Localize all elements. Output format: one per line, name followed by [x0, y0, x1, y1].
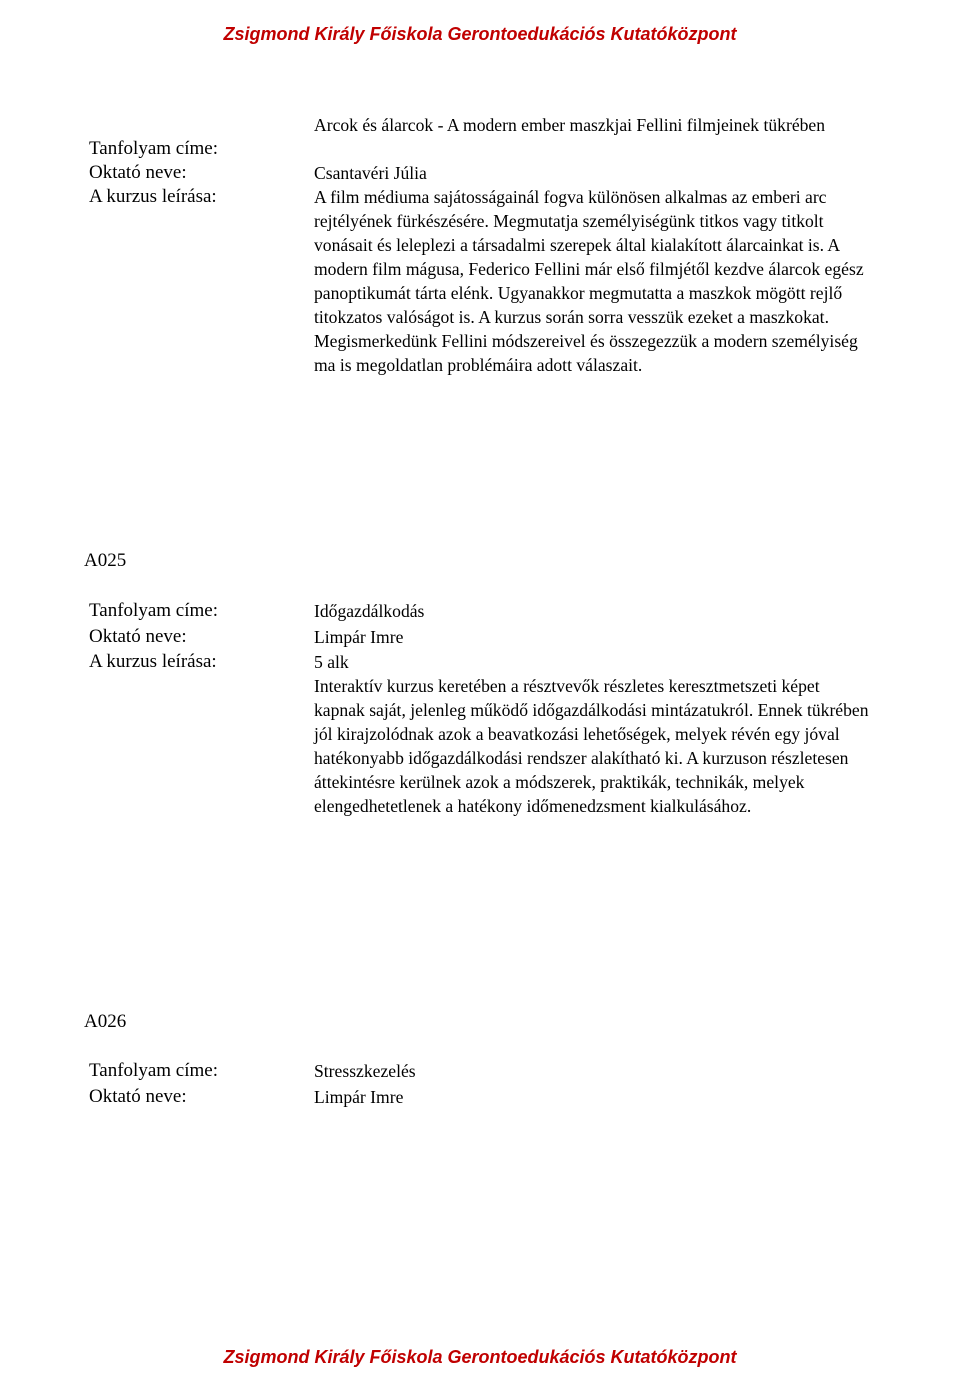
course-hours: 5 alk: [314, 652, 349, 672]
course-title-label: Tanfolyam címe:: [89, 600, 218, 621]
course-description: A film médiuma sajátosságainál fogva különösen alkalmas az emberi arc rejtélyének fürkészésére. Megmutatja személyiségünk titkos vagy titkolt vonásait és leleplezi a társadalmi szerepek által kialakított álarcainkat is. A modern film mágusa, Federico Fellini már első filmjétől kezdve álarcok egész panoptikumát tárta elénk. Ugyanakkor megmutatta a maszkok mögött rejlő titokzatos valóságot is. A kurzus során sorra vesszük ezeket a maszkokat. Megismerkedünk Fellini módszereivel és összegezzük a modern személyiség ma is megoldatlan problémáira adott válaszait.: [314, 187, 864, 375]
instructor-name: Limpár Imre: [314, 1087, 404, 1107]
course-description: Interaktív kurzus keretében a résztvevők részletes keresztmetszeti képet kapnak saját, jelenleg működő időgazdálkodási mintázatukról. Ennek tükrében jól kirajzolódnak azok a beavatkozási lehetőségek, melyek révén egy jóval hatékonyabb időgazdálkodási rendszer alakítható ki. A kurzuson részletesen áttekintésre kerülnek azok a módszerek, praktikák, technikák, melyek elengedhetetlenek a hatékony időmenedzsment kialkulásához.: [314, 676, 869, 816]
course-title: Stresszkezelés: [314, 1061, 416, 1081]
course-title: Időgazdálkodás: [314, 601, 425, 621]
course-title-label: Tanfolyam címe:: [89, 138, 218, 159]
description-label: A kurzus leírása:: [89, 651, 217, 672]
course-code: A025: [84, 550, 127, 571]
instructor-label: Oktató neve:: [89, 162, 187, 183]
instructor-label: Oktató neve:: [89, 1086, 187, 1107]
course-code: A026: [84, 1011, 127, 1032]
page-footer: Zsigmond Király Főiskola Gerontoedukációs Kutatóközpont: [223, 1347, 737, 1367]
instructor-label: Oktató neve:: [89, 626, 187, 647]
instructor-name: Limpár Imre: [314, 627, 404, 647]
description-label: A kurzus leírása:: [89, 186, 217, 207]
instructor-name: Csantavéri Júlia: [314, 163, 427, 183]
course-title-label: Tanfolyam címe:: [89, 1060, 218, 1081]
course-title: Arcok és álarcok - A modern ember maszkjai Fellini filmjeinek tükrében: [314, 115, 826, 135]
page-header: Zsigmond Király Főiskola Gerontoedukációs Kutatóközpont: [223, 24, 737, 44]
